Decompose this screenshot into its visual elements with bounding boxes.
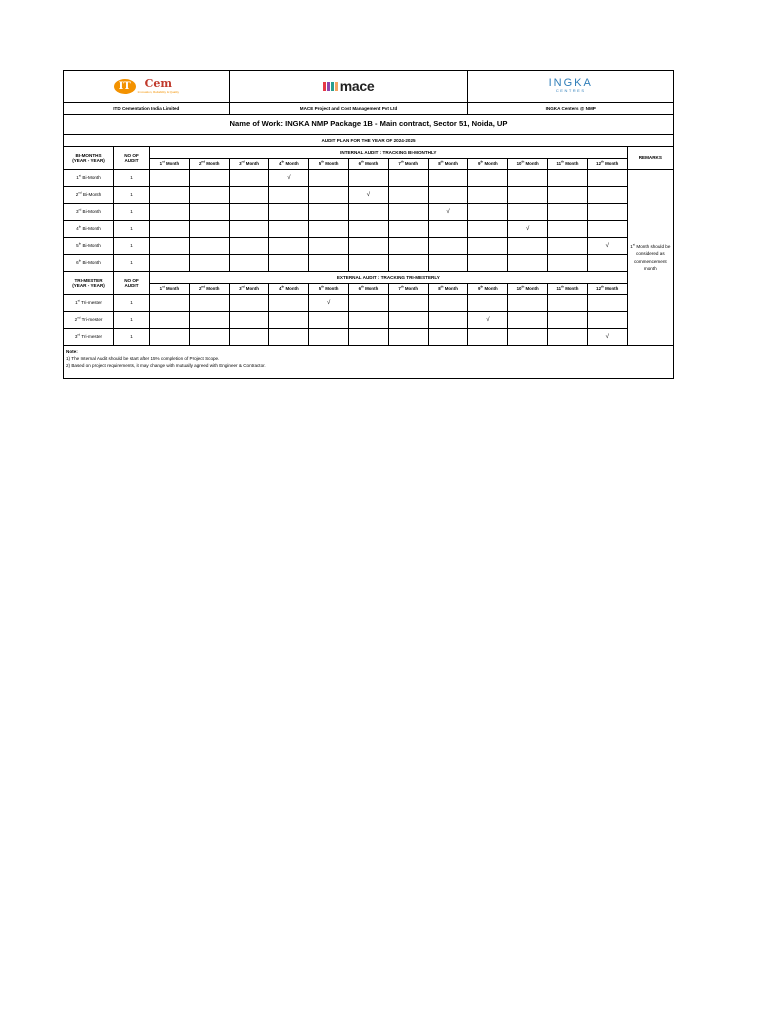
internal-row-audit-count: 1 xyxy=(114,170,150,187)
itd-company-name: ITD Cementation India Limited xyxy=(64,103,230,115)
external-row-1-month-4-cell xyxy=(269,295,309,312)
internal-row-4-month-11-cell xyxy=(548,221,588,238)
internal-row-label: 2nd Bi-Month xyxy=(64,187,114,204)
tri-mester-header-line1: TRI-MESTER xyxy=(74,277,103,283)
internal-row-1-month-5-cell xyxy=(309,170,349,187)
internal-no-of-audit-line2: AUDIT xyxy=(124,158,139,163)
external-row-1-month-6-cell xyxy=(349,295,389,312)
internal-row-1-month-11-cell xyxy=(548,170,588,187)
internal-row-2-month-9-cell xyxy=(468,187,508,204)
internal-row-2-month-1-cell xyxy=(150,187,190,204)
internal-row-3-month-5-cell xyxy=(309,204,349,221)
internal-row-1-month-10-cell xyxy=(508,170,548,187)
external-month-header-8: 8th Month xyxy=(428,284,468,295)
audit-plan-subtitle: AUDIT PLAN FOR THE YEAR OF 2024-2025 xyxy=(64,135,674,147)
internal-row-audit-count: 1 xyxy=(114,255,150,272)
external-month-header-4: 4th Month xyxy=(269,284,309,295)
internal-row-2-month-5-cell xyxy=(309,187,349,204)
external-row-label: 1st Tri-mester xyxy=(64,295,114,312)
internal-row-3-month-10-cell xyxy=(508,204,548,221)
internal-row-1-month-4-cell xyxy=(269,170,309,187)
external-row-2 xyxy=(64,312,674,329)
external-audit-group-title: EXTERNAL AUDIT : TRACKING TRI-MESTERLY xyxy=(150,272,628,284)
external-row-1-month-3-cell xyxy=(229,295,269,312)
internal-row-audit-count: 1 xyxy=(114,221,150,238)
external-row-audit-count: 1 xyxy=(114,312,150,329)
ingka-logo-top: INGKA xyxy=(548,77,593,90)
external-row-3-month-10-cell xyxy=(508,329,548,346)
internal-row-2-month-8-cell xyxy=(428,187,468,204)
internal-row-4-month-5-cell xyxy=(309,221,349,238)
internal-row-5-month-6-cell xyxy=(349,238,389,255)
internal-month-header-4: 4th Month xyxy=(269,159,309,170)
internal-row-audit-count: 1 xyxy=(114,187,150,204)
external-month-header-row xyxy=(64,284,674,295)
internal-row-5-month-4-cell xyxy=(269,238,309,255)
external-row-1 xyxy=(64,295,674,312)
external-row-2-month-11-cell xyxy=(548,312,588,329)
external-row-3-month-7-cell xyxy=(388,329,428,346)
internal-row-1-month-2-cell xyxy=(189,170,229,187)
internal-row-label: 4th Bi-Month xyxy=(64,221,114,238)
tri-mester-header-line2: (YEAR - YEAR) xyxy=(72,283,105,288)
internal-month-header-11: 11th Month xyxy=(548,159,588,170)
internal-row-6-month-1-cell xyxy=(150,255,190,272)
internal-row-4-month-10-cell xyxy=(508,221,548,238)
internal-row-3-month-6-cell xyxy=(349,204,389,221)
internal-row-5-month-1-cell xyxy=(150,238,190,255)
remarks-note: 1st Month should be considered as commencement month xyxy=(627,170,673,346)
internal-row-5-month-11-cell xyxy=(548,238,588,255)
internal-row-4-month-8-cell xyxy=(428,221,468,238)
internal-month-header-5: 5th Month xyxy=(309,159,349,170)
bi-months-header xyxy=(64,147,114,170)
internal-row-4-month-9-cell xyxy=(468,221,508,238)
internal-row-1-month-8-cell xyxy=(428,170,468,187)
internal-row-6-month-7-cell xyxy=(388,255,428,272)
check-mark-icon: √ xyxy=(287,174,291,181)
itd-logo-word: Cem xyxy=(144,77,173,91)
internal-row-3-month-11-cell xyxy=(548,204,588,221)
external-row-1-month-2-cell xyxy=(189,295,229,312)
mace-logo-word: mace xyxy=(339,78,375,95)
external-row-1-month-10-cell xyxy=(508,295,548,312)
external-row-1-month-8-cell xyxy=(428,295,468,312)
external-row-label: 2nd Tri-mester xyxy=(64,312,114,329)
mace-company-name: MACE Project and Cost Management Pvt Ltd xyxy=(229,103,468,115)
mace-logo-bar xyxy=(327,82,330,91)
external-row-1-month-11-cell xyxy=(548,295,588,312)
ingka-centres-logo xyxy=(549,78,593,94)
external-row-2-month-10-cell xyxy=(508,312,548,329)
internal-no-of-audit-line1: NO OF xyxy=(124,152,139,158)
internal-row-2-month-7-cell xyxy=(388,187,428,204)
external-row-2-month-12-cell xyxy=(587,312,627,329)
internal-row-2-month-6-cell xyxy=(349,187,389,204)
external-month-header-11: 11th Month xyxy=(548,284,588,295)
remarks-header: REMARKS xyxy=(627,147,673,170)
internal-row-5-month-3-cell xyxy=(229,238,269,255)
internal-row-6-month-10-cell xyxy=(508,255,548,272)
mace-logo-bar xyxy=(323,82,326,91)
internal-row-6-month-9-cell xyxy=(468,255,508,272)
internal-row-6-month-5-cell xyxy=(309,255,349,272)
internal-row-4 xyxy=(64,221,674,238)
external-month-header-7: 7th Month xyxy=(388,284,428,295)
note-line-1: 1) The Internal Audit should be start after 15% completion of Project Scope. xyxy=(66,356,220,362)
check-mark-icon: √ xyxy=(326,299,331,306)
external-row-2-month-4-cell xyxy=(269,312,309,329)
internal-row-4-month-3-cell xyxy=(229,221,269,238)
external-row-3-month-8-cell xyxy=(428,329,468,346)
internal-row-1 xyxy=(64,170,674,187)
internal-month-header-2: 2nd Month xyxy=(189,159,229,170)
check-mark-icon: √ xyxy=(486,316,490,323)
external-row-2-month-3-cell xyxy=(229,312,269,329)
external-row-3-month-12-cell xyxy=(587,329,627,346)
internal-month-header-12: 12th Month xyxy=(587,159,627,170)
mace-logo xyxy=(323,78,375,94)
internal-month-header-3: 3rd Month xyxy=(229,159,269,170)
external-no-of-audit-line2: AUDIT xyxy=(124,283,139,288)
mace-logo-bar xyxy=(335,82,338,91)
internal-row-1-month-7-cell xyxy=(388,170,428,187)
internal-row-4-month-12-cell xyxy=(587,221,627,238)
ingka-company-name: INGKA Centers @ NMP xyxy=(468,103,674,115)
bi-months-header-line2: (YEAR - YEAR) xyxy=(72,158,105,163)
internal-row-3-month-2-cell xyxy=(189,204,229,221)
external-row-2-month-6-cell xyxy=(349,312,389,329)
internal-row-3-month-12-cell xyxy=(587,204,627,221)
internal-row-2-month-4-cell xyxy=(269,187,309,204)
external-row-3-month-3-cell xyxy=(229,329,269,346)
external-row-1-month-12-cell xyxy=(587,295,627,312)
internal-row-6-month-3-cell xyxy=(229,255,269,272)
itd-logo-cell xyxy=(64,71,230,103)
internal-month-header-9: 9th Month xyxy=(468,159,508,170)
external-row-2-month-9-cell xyxy=(468,312,508,329)
external-row-1-month-1-cell xyxy=(150,295,190,312)
external-row-3-month-2-cell xyxy=(189,329,229,346)
external-row-1-month-9-cell xyxy=(468,295,508,312)
external-month-header-12: 12th Month xyxy=(587,284,627,295)
internal-row-1-month-6-cell xyxy=(349,170,389,187)
internal-month-header-7: 7th Month xyxy=(388,159,428,170)
external-row-2-month-7-cell xyxy=(388,312,428,329)
external-row-3-month-9-cell xyxy=(468,329,508,346)
internal-row-3-month-9-cell xyxy=(468,204,508,221)
check-mark-icon: √ xyxy=(446,208,450,215)
internal-row-5-month-2-cell xyxy=(189,238,229,255)
external-row-2-month-8-cell xyxy=(428,312,468,329)
note-line-2: 2) Based on project requirements, it may change with mutually agreed with Engineer & Contractor. xyxy=(66,363,266,369)
internal-row-6-month-11-cell xyxy=(548,255,588,272)
internal-row-5-month-5-cell xyxy=(309,238,349,255)
internal-row-6-month-6-cell xyxy=(349,255,389,272)
external-row-3-month-1-cell xyxy=(150,329,190,346)
external-row-audit-count: 1 xyxy=(114,295,150,312)
internal-row-6-month-2-cell xyxy=(189,255,229,272)
mace-logo-bars xyxy=(323,82,338,91)
work-title: Name of Work: INGKA NMP Package 1B - Main contract, Sector 51, Noida, UP xyxy=(64,115,674,135)
internal-row-5-month-9-cell xyxy=(468,238,508,255)
internal-row-4-month-2-cell xyxy=(189,221,229,238)
internal-row-label: 6th Bi-Month xyxy=(64,255,114,272)
tri-mester-header xyxy=(64,272,114,295)
check-mark-icon: √ xyxy=(525,225,530,232)
external-row-1-month-5-cell xyxy=(309,295,349,312)
external-month-header-9: 9th Month xyxy=(468,284,508,295)
internal-row-5-month-8-cell xyxy=(428,238,468,255)
internal-row-4-month-6-cell xyxy=(349,221,389,238)
internal-row-3-month-4-cell xyxy=(269,204,309,221)
internal-audit-group-title: INTERNAL AUDIT : TRACKING BI-MONTHLY xyxy=(150,147,628,159)
internal-row-1-month-12-cell xyxy=(587,170,627,187)
external-row-3-month-4-cell xyxy=(269,329,309,346)
external-header-row xyxy=(64,272,674,284)
internal-month-header-row xyxy=(64,159,674,170)
itd-logo-tagline: Innovation, Reliability & Quality xyxy=(137,90,179,95)
external-row-audit-count: 1 xyxy=(114,329,150,346)
internal-row-label: 1st Bi-Month xyxy=(64,170,114,187)
external-row-2-month-5-cell xyxy=(309,312,349,329)
audit-plan-sheet xyxy=(63,70,673,379)
internal-row-5-month-10-cell xyxy=(508,238,548,255)
internal-month-header-1: 1st Month xyxy=(150,159,190,170)
internal-row-5 xyxy=(64,238,674,255)
ingka-logo-bottom: CENTRES xyxy=(555,88,586,94)
internal-row-3 xyxy=(64,204,674,221)
external-month-header-5: 5th Month xyxy=(309,284,349,295)
internal-month-header-10: 10th Month xyxy=(508,159,548,170)
internal-month-header-8: 8th Month xyxy=(428,159,468,170)
ingka-logo-cell xyxy=(468,71,674,103)
itd-logo-mark: IT xyxy=(114,79,136,94)
bi-months-header-line1: BI-MONTHS xyxy=(75,152,102,158)
internal-row-2-month-3-cell xyxy=(229,187,269,204)
internal-row-2-month-12-cell xyxy=(587,187,627,204)
check-mark-icon: √ xyxy=(366,191,371,198)
internal-row-6-month-8-cell xyxy=(428,255,468,272)
external-month-header-2: 2nd Month xyxy=(189,284,229,295)
internal-row-audit-count: 1 xyxy=(114,238,150,255)
external-month-header-1: 1st Month xyxy=(150,284,190,295)
internal-row-3-month-3-cell xyxy=(229,204,269,221)
notes-heading: Note: xyxy=(66,349,78,354)
internal-row-5-month-7-cell xyxy=(388,238,428,255)
external-row-3-month-5-cell xyxy=(309,329,349,346)
external-row-3 xyxy=(64,329,674,346)
external-row-2-month-2-cell xyxy=(189,312,229,329)
internal-no-of-audit-header xyxy=(114,147,150,170)
external-no-of-audit-header xyxy=(114,272,150,295)
internal-row-2-month-2-cell xyxy=(189,187,229,204)
mace-logo-cell xyxy=(229,71,468,103)
internal-row-4-month-7-cell xyxy=(388,221,428,238)
internal-row-label: 5th Bi-Month xyxy=(64,238,114,255)
external-no-of-audit-line1: NO OF xyxy=(124,277,139,283)
itd-cem-logo xyxy=(114,78,179,94)
external-month-header-10: 10th Month xyxy=(508,284,548,295)
check-mark-icon: √ xyxy=(605,333,609,340)
check-mark-icon: √ xyxy=(605,242,609,249)
internal-row-6-month-12-cell xyxy=(587,255,627,272)
internal-row-4-month-1-cell xyxy=(150,221,190,238)
internal-row-2 xyxy=(64,187,674,204)
notes xyxy=(64,346,674,379)
internal-row-2-month-11-cell xyxy=(548,187,588,204)
notes-row xyxy=(64,346,674,379)
internal-row-1-month-3-cell xyxy=(229,170,269,187)
external-row-3-month-11-cell xyxy=(548,329,588,346)
mace-logo-bar xyxy=(331,82,334,91)
external-row-2-month-1-cell xyxy=(150,312,190,329)
internal-row-audit-count: 1 xyxy=(114,204,150,221)
external-month-header-3: 3rd Month xyxy=(229,284,269,295)
internal-row-6-month-4-cell xyxy=(269,255,309,272)
internal-row-4-month-4-cell xyxy=(269,221,309,238)
external-row-label: 3rd Tri-mester xyxy=(64,329,114,346)
internal-row-3-month-7-cell xyxy=(388,204,428,221)
external-row-3-month-6-cell xyxy=(349,329,389,346)
internal-row-5-month-12-cell xyxy=(587,238,627,255)
external-month-header-6: 6th Month xyxy=(349,284,389,295)
internal-month-header-6: 6th Month xyxy=(349,159,389,170)
internal-row-3-month-8-cell xyxy=(428,204,468,221)
internal-row-6 xyxy=(64,255,674,272)
internal-row-1-month-1-cell xyxy=(150,170,190,187)
internal-row-1-month-9-cell xyxy=(468,170,508,187)
external-row-1-month-7-cell xyxy=(388,295,428,312)
internal-row-3-month-1-cell xyxy=(150,204,190,221)
internal-row-2-month-10-cell xyxy=(508,187,548,204)
audit-plan-table xyxy=(63,70,674,379)
internal-row-label: 3rd Bi-Month xyxy=(64,204,114,221)
